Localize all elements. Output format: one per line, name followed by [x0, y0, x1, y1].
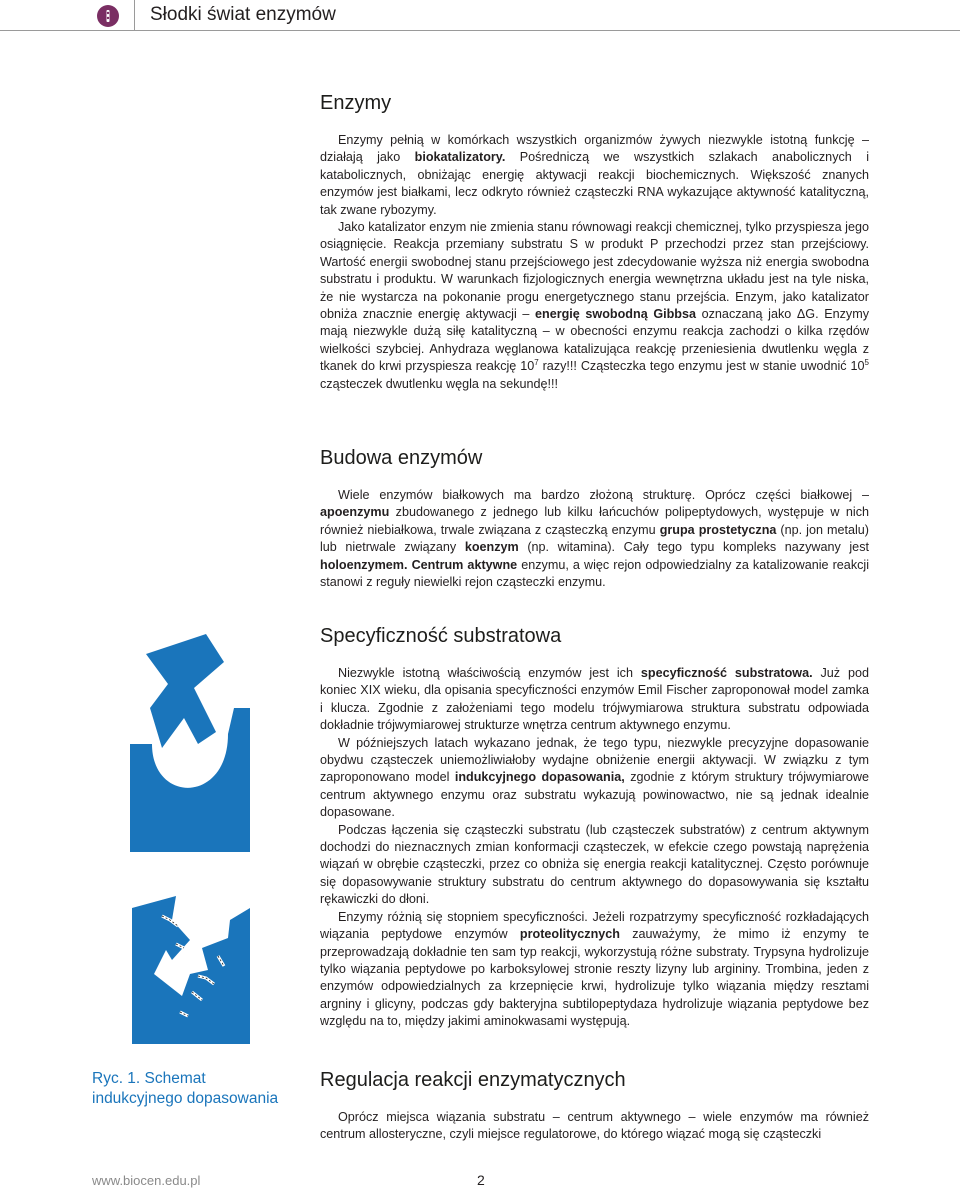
section-body-regulacja: [320, 1109, 869, 1144]
top-bar: [0, 0, 960, 31]
figure-caption-line-1: Ryc. 1. Schemat: [92, 1070, 206, 1087]
paragraph: Jako katalizator enzym nie zmienia stanu równowagi reakcji chemicznej, tylko przyspiesza jego osiągnięcie. Reakcja przemiany substratu S w produkt P przechodzi przez stan przejściowy. Wartość energii swobodnej stanu przejściowego jest zdecydowanie wyższa niż energia swobodna substratu i produktu. W warunkach fizjologicznych energia wewnętrzna układu jest na tyle niska, że nie wystarcza na pokonanie progu energetycznego stanu przejścia. Enzym, jako katalizator obniża znacznie energię aktywacji – energię swobodną Gibbsa oznaczaną jako ΔG. Enzymy mają niezwykle dużą siłę katalityczną – w obecności enzymu reakcja zachodzi o kilka rzędów wielkości szybciej. Anhydraza węglanowa katalizująca reakcję przeniesienia dwutlenku węgla z tkanek do krwi przyspiesza reakcję $10^7$ razy!!! Cząsteczka tego enzymu jest w stanie uwodnić $10^5$ cząsteczek dwutlenku węgla na sekundę!!!: [320, 220, 869, 391]
figure-enzyme-substrate-complex: [132, 896, 252, 1044]
paragraph: Oprócz miejsca wiązania substratu – centrum aktywnego – wiele enzymów ma również centrum allosteryczne, czyli miejsce regulatorowe, do którego wiązać mogą się cząsteczki: [320, 1110, 869, 1142]
figure-caption-line-2: indukcyjnego dopasowania: [92, 1090, 279, 1107]
figure-caption: [92, 1069, 307, 1109]
page-number: 2: [477, 1172, 485, 1188]
section-body-specyficznosc: [320, 665, 869, 1031]
footer-url[interactable]: www.biocen.edu.pl: [92, 1173, 201, 1188]
section-heading-budowa: Budowa enzymów: [320, 447, 483, 469]
paragraph: W późniejszych latach wykazano jednak, że tego typu, niezwykle precyzyjne dopasowanie obydwu cząsteczek uniemożliwiałoby wydajne obniżenie energii aktywacji. W związku z tym zaproponowano model indukcyjnego dopasowania, zgodnie z którym struktury trójwymiarowe centrum aktywnego enzymu oraz substratu wykazują powinowactwo, nie są jednak idealnie dopasowane.: [320, 735, 869, 820]
paragraph: Wiele enzymów białkowych ma bardzo złożoną strukturę. Oprócz części białkowej – apoenzymu zbudowanego z jednego lub kilku łańcuchów polipeptydowych, występuje w nich również niebiałkowa, trwale związana z cząsteczką enzymu grupa prostetyczna (np. jon metalu) lub nietrwale związany koenzym (np. witamina). Cały tego typu kompleks nazywany jest holoenzymem. Centrum aktywne enzymu, a więc rejon odpowiedzialny za katalizowanie reakcji stanowi z reguły niewielki rejon cząsteczki enzymu.: [320, 488, 870, 590]
paragraph: Enzymy pełnią w komórkach wszystkich organizmów żywych niezwykle istotną funkcję – działają jako biokatalizatory. Pośredniczą we wszystkich szlakach anabolicznych i katabolicznych, obniżając energię aktywacji reakcji biochemicznych. Większość znanych enzymów jest białkami, lecz odkryto również cząsteczki RNA wykazujące aktywność katalityczną, tak zwane rybozymy.: [320, 133, 869, 217]
enzyme-substrate-complex-shape: [132, 896, 250, 1044]
section-heading-regulacja: Regulacja reakcji enzymatycznych: [320, 1069, 626, 1091]
substrate-shape: [146, 634, 224, 748]
header-title: Słodki świat enzymów: [150, 4, 336, 25]
enzyme-logo-mark: [103, 9, 113, 23]
paragraph: Podczas łączenia się cząsteczki substratu (lub cząsteczek substratów) z centrum aktywnym dochodzi do nieznacznych zmian konformacji cząsteczek, w efekcie czego powstają naprężenia wiązań w obrębie cząsteczki, przez co obniża się energia reakcji katalitycznej. Często porównuje się dopasowywanie struktury substratu do centrum aktywnego do dopasowywania się kształtu rękawiczki do dłoni.: [320, 822, 869, 907]
figure-enzyme-before-binding: [128, 634, 252, 852]
enzyme-shape: [130, 708, 250, 852]
paragraph: Enzymy różnią się stopniem specyficzności. Jeżeli rozpatrzymy specyficzność rozkładających wiązania peptydowe enzymów proteolitycznych zauważymy, że mimo iż enzymy te przeprowadzają dokładnie ten sam typ reakcji, wykorzystują różne substraty. Trypsyna hydrolizuje tylko wiązania peptydowe po karboksylowej stronie reszty lizyny lub argininy. Trombina, jeden z enzymów odpowiedzialnych za krzepnięcie krwi, hydrolizuje tylko wiązania między resztami argniny i glicyny, podczas gdy bakteryjna subtilopeptydaza hydrolizuje wiązania peptydowe bez względu na to, między jakimi aminokwasami występują.: [320, 909, 869, 1029]
section-body-budowa: [320, 487, 869, 591]
section-body-enzymy: [320, 132, 869, 393]
section-heading-specyficznosc: Specyficzność substratowa: [320, 625, 562, 647]
logo-icon: [97, 5, 119, 27]
section-heading-enzymy: Enzymy: [320, 92, 392, 114]
paragraph: Niezwykle istotną właściwością enzymów jest ich specyficzność substratowa. Już pod koniec XIX wieku, dla opisania specyficzności enzymów Emil Fischer zaproponował model zamka i klucza. Zgodnie z założeniami tego modelu trójwymiarowa struktura substratu odpowiada dokładnie trójwymiarowej strukturze wnętrza centrum aktywnego enzymu.: [320, 666, 869, 733]
header-divider: [134, 0, 135, 30]
